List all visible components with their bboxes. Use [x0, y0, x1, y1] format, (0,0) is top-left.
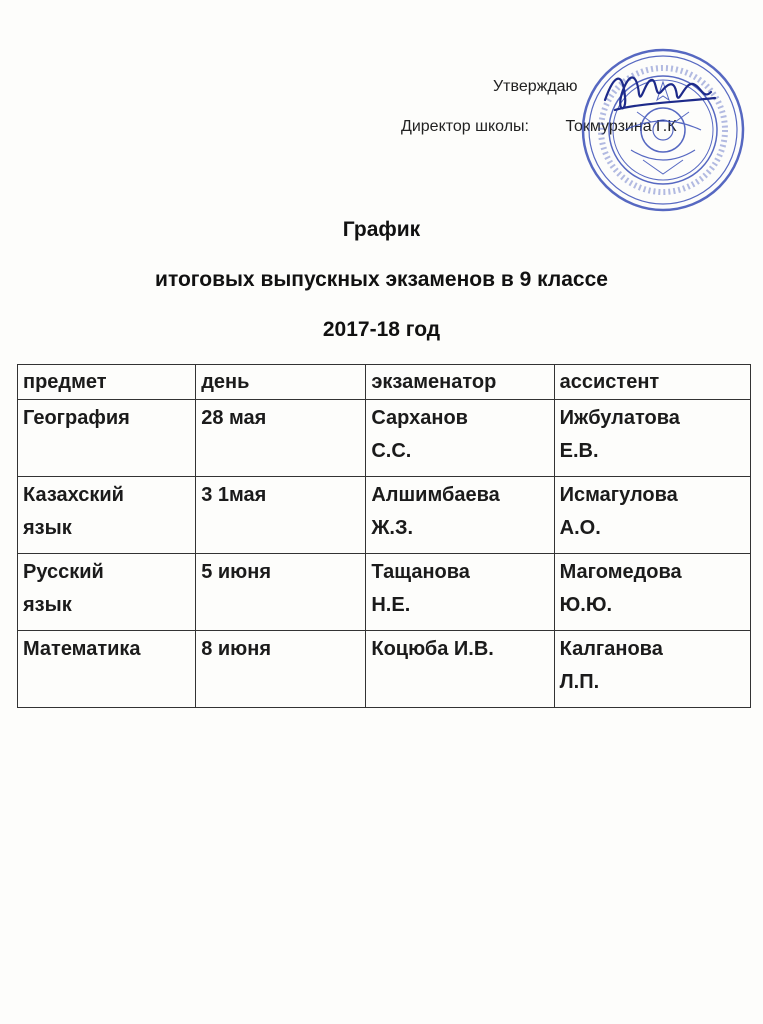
header-assistant: ассистент	[554, 365, 750, 400]
approval-label: Утверждаю	[493, 78, 578, 95]
table-row	[18, 554, 751, 631]
document-subtitle: итоговых выпускных экзаменов в 9 классе	[155, 268, 608, 291]
day-cell: 8 июня	[196, 631, 366, 708]
table-row	[18, 631, 751, 708]
assistant-line: Калганова	[559, 638, 663, 660]
examiner-line: Сарханов	[371, 407, 468, 429]
assistant-line: Исмагулова	[559, 484, 678, 506]
examiner-line: Н.Е.	[371, 594, 411, 616]
examiner-line: Тащанова	[371, 561, 470, 583]
director-line	[401, 118, 677, 136]
assistant-cell	[554, 400, 750, 477]
subject-cell	[18, 554, 196, 631]
subject-cell	[18, 631, 196, 708]
subject-line: География	[23, 407, 130, 429]
subject-line: Математика	[23, 638, 141, 660]
examiner-cell	[366, 477, 554, 554]
header-subject: предмет	[18, 365, 196, 400]
examiner-cell	[366, 400, 554, 477]
examiner-cell	[366, 554, 554, 631]
subject-line: язык	[23, 594, 72, 616]
director-label: Директор школы:	[401, 118, 529, 135]
subject-cell	[18, 400, 196, 477]
subject-cell	[18, 477, 196, 554]
examiner-line: Алшимбаева	[371, 484, 500, 506]
examiner-line: Коцюба И.В.	[371, 638, 494, 660]
assistant-line: Е.В.	[559, 440, 599, 462]
assistant-line: Магомедова	[559, 561, 682, 583]
subject-line: Русский	[23, 561, 104, 583]
examiner-line: С.С.	[371, 440, 412, 462]
assistant-line: Ю.Ю.	[559, 594, 613, 616]
director-name: Токмурзина Г.К	[565, 118, 677, 135]
examiner-cell	[366, 631, 554, 708]
day-cell: 3 1мая	[196, 477, 366, 554]
assistant-line: Л.П.	[559, 671, 600, 693]
assistant-cell	[554, 631, 750, 708]
document-title: График	[342, 218, 421, 241]
exam-schedule-table	[17, 364, 751, 708]
day-cell: 28 мая	[196, 400, 366, 477]
header-examiner: экзаменатор	[366, 365, 554, 400]
document-year: 2017-18 год	[322, 318, 441, 341]
table-header-row	[18, 365, 751, 400]
examiner-line: Ж.З.	[371, 517, 414, 539]
subject-line: Казахский	[23, 484, 124, 506]
day-cell: 5 июня	[196, 554, 366, 631]
header-day: день	[196, 365, 366, 400]
assistant-line: Ижбулатова	[559, 407, 680, 429]
table-row	[18, 477, 751, 554]
table-row	[18, 400, 751, 477]
assistant-line: А.О.	[559, 517, 601, 539]
assistant-cell	[554, 554, 750, 631]
subject-line: язык	[23, 517, 72, 539]
assistant-cell	[554, 477, 750, 554]
